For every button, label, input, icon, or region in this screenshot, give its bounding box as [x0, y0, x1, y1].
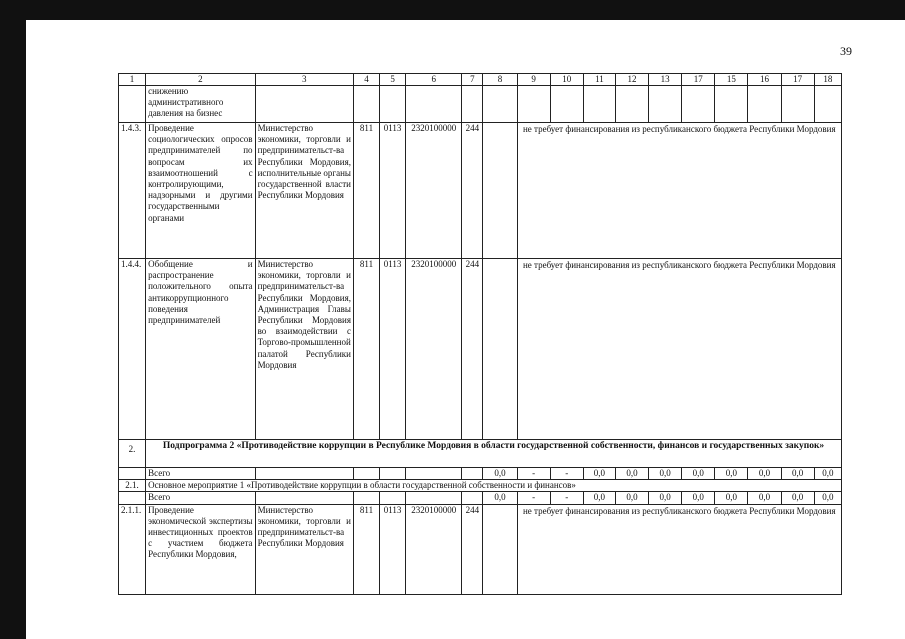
total-value: 0,0	[615, 492, 648, 504]
header-cell: 13	[649, 74, 682, 86]
row-number: 2.1.	[119, 480, 146, 492]
scan-border-top	[0, 0, 905, 20]
executor: Министерство экономики, торговли и предпринимательст-ва Республики Мордовия	[255, 504, 353, 594]
executor: Министерство экономики, торговли и предпринимательст-ва Республики Мордовия, Администрация Главы Республики Мордовия во взаимодействии с Торгово-промышленной палатой Республики Мордовия	[255, 259, 353, 440]
header-row	[119, 74, 842, 86]
header-cell: 16	[748, 74, 781, 86]
code-cell: 811	[353, 259, 379, 440]
funding-note: не требует финансирования из республиканского бюджета Республики Мордовия	[517, 123, 841, 259]
activity-name: Обобщение и распространение положительного опыта антикоррупционного поведения предпринимателей	[146, 259, 255, 440]
total-value: -	[550, 468, 583, 480]
header-cell: 1	[119, 74, 146, 86]
code-cell: 244	[462, 259, 483, 440]
header-cell: 15	[715, 74, 748, 86]
header-cell: 9	[517, 74, 550, 86]
total-value: 0,0	[748, 492, 781, 504]
total-label: Всего	[146, 492, 255, 504]
total-value: 0,0	[583, 468, 615, 480]
code-cell: 2320100000	[406, 259, 462, 440]
total-value: 0,0	[748, 468, 781, 480]
total-value: -	[517, 468, 550, 480]
total-row	[119, 468, 842, 480]
code-cell: 244	[462, 123, 483, 259]
funding-note: не требует финансирования из республиканского бюджета Республики Мордовия	[517, 259, 841, 440]
header-cell: 11	[583, 74, 615, 86]
header-cell: 2	[146, 74, 255, 86]
code-cell: 0113	[380, 123, 406, 259]
total-value: 0,0	[682, 468, 715, 480]
total-value: 0,0	[715, 492, 748, 504]
header-cell: 10	[550, 74, 583, 86]
executor: Министерство экономики, торговли и предпринимательст-ва Республики Мордовия, исполнительные органы государственной власти Республики Мордовия	[255, 123, 353, 259]
page-number: 39	[840, 44, 852, 58]
budget-table	[118, 73, 842, 595]
table-row	[119, 86, 842, 123]
table-row	[119, 259, 842, 440]
code-cell: 244	[462, 504, 483, 594]
total-value: -	[550, 492, 583, 504]
total-value: 0,0	[615, 468, 648, 480]
header-cell: 5	[380, 74, 406, 86]
header-cell: 4	[353, 74, 379, 86]
row-number: 2.	[119, 440, 146, 468]
table-row	[119, 504, 842, 594]
header-cell: 17	[781, 74, 814, 86]
row-number: 2.1.1.	[119, 504, 146, 594]
total-value: 0,0	[649, 492, 682, 504]
total-value: 0,0	[814, 468, 841, 480]
total-value: 0,0	[715, 468, 748, 480]
header-cell: 3	[255, 74, 353, 86]
code-cell: 811	[353, 123, 379, 259]
total-label: Всего	[146, 468, 255, 480]
row-number: 1.4.4.	[119, 259, 146, 440]
main-activity-row	[119, 480, 842, 492]
subprogram-title: Подпрограмма 2 «Противодействие коррупции в Республике Мордовия в области государственной собственности, финансов и государственных закупок»	[146, 440, 842, 468]
header-cell: 7	[462, 74, 483, 86]
code-cell: 2320100000	[406, 504, 462, 594]
activity-name: Проведение социологических опросов предпринимателей по вопросам их взаимоотношений с контролирующими, надзорными и другими государственными органами	[146, 123, 255, 259]
code-cell: 811	[353, 504, 379, 594]
main-activity-title: Основное мероприятие 1 «Противодействие коррупции в области государственной собственности и финансов»	[146, 480, 842, 492]
total-row	[119, 492, 842, 504]
total-value: 0,0	[483, 468, 517, 480]
total-value: 0,0	[649, 468, 682, 480]
total-value: 0,0	[781, 468, 814, 480]
row-number: 1.4.3.	[119, 123, 146, 259]
header-cell: 17	[682, 74, 715, 86]
total-value: 0,0	[483, 492, 517, 504]
scan-border-left	[0, 0, 26, 639]
code-cell: 0113	[380, 504, 406, 594]
header-cell: 18	[814, 74, 841, 86]
header-cell: 12	[615, 74, 648, 86]
subprogram-row	[119, 440, 842, 468]
header-cell: 8	[483, 74, 517, 86]
activity-name: снижению административного давления на бизнес	[146, 86, 255, 123]
total-value: 0,0	[814, 492, 841, 504]
total-value: 0,0	[682, 492, 715, 504]
total-value: -	[517, 492, 550, 504]
activity-name: Проведение экономической экспертизы инвестиционных проектов с участием бюджета Республики Мордовия,	[146, 504, 255, 594]
funding-note: не требует финансирования из республиканского бюджета Республики Мордовия	[517, 504, 841, 594]
code-cell: 2320100000	[406, 123, 462, 259]
table-row	[119, 123, 842, 259]
total-value: 0,0	[583, 492, 615, 504]
code-cell: 0113	[380, 259, 406, 440]
header-cell: 6	[406, 74, 462, 86]
total-value: 0,0	[781, 492, 814, 504]
